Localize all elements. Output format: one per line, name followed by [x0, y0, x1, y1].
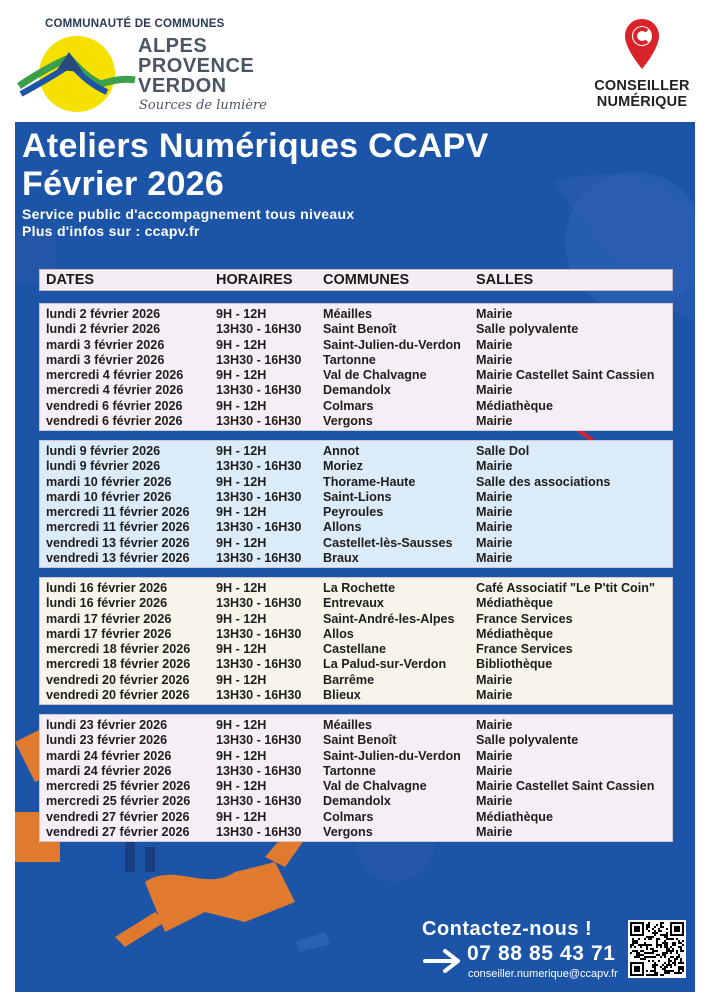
cell-date: mercredi 18 février 2026 [46, 657, 191, 672]
cell-date: mardi 10 février 2026 [46, 474, 172, 489]
cell-date: vendredi 27 février 2026 [46, 825, 190, 840]
cell-horaires: 9H - 12H [216, 581, 267, 595]
cell-date: mercredi 4 février 2026 [46, 383, 184, 398]
cell-salle: Mairie [476, 535, 513, 550]
table-row [40, 581, 672, 596]
qr-code-icon[interactable] [628, 920, 686, 978]
cell-date: vendredi 13 février 2026 [46, 535, 190, 550]
cell-commune: Val de Chalvagne [323, 779, 427, 794]
table-row [40, 353, 672, 368]
cell-date: lundi 23 février 2026 [46, 718, 168, 732]
cell-salle: Mairie Castellet Saint Cassien [476, 368, 655, 383]
cell-salle: Café Associatif "Le P'tit Coin" [476, 581, 655, 595]
table-row [40, 490, 672, 505]
cell-date: lundi 16 février 2026 [46, 596, 168, 611]
table-row [40, 612, 672, 627]
cell-date: vendredi 6 février 2026 [46, 398, 183, 413]
cell-salle: Médiathèque [476, 398, 553, 413]
cell-commune: Allos [323, 626, 354, 641]
cell-salle: Mairie [476, 520, 513, 535]
table-row [40, 779, 672, 794]
cell-salle: Mairie [476, 459, 513, 474]
cell-commune: Méailles [323, 718, 373, 732]
week-block-4 [39, 714, 673, 842]
cell-salle: Mairie [476, 672, 513, 687]
cell-horaires: 13H30 - 16H30 [216, 763, 302, 778]
table-row [40, 459, 672, 474]
cell-commune: Moriez [323, 459, 363, 474]
subtitle-info: Plus d'infos sur : ccapv.fr [22, 223, 200, 239]
cell-date: vendredi 20 février 2026 [46, 672, 190, 687]
cell-salle: Mairie [476, 748, 513, 763]
cell-salle: Mairie [476, 551, 513, 566]
cell-salle: Salle polyvalente [476, 733, 579, 748]
cell-salle: Médiathèque [476, 626, 553, 641]
cell-date: mardi 10 février 2026 [46, 489, 172, 504]
table-row [40, 399, 672, 414]
cell-date: mercredi 11 février 2026 [46, 520, 190, 535]
cell-date: lundi 2 février 2026 [46, 322, 161, 337]
cell-salle: Mairie [476, 794, 513, 809]
cell-horaires: 13H30 - 16H30 [216, 626, 302, 641]
table-row [40, 414, 672, 429]
cell-commune: Saint Benoît [323, 322, 397, 337]
table-row [40, 673, 672, 688]
cell-horaires: 13H30 - 16H30 [216, 596, 302, 611]
cell-commune: Vergons [323, 414, 373, 429]
cell-salle: France Services [476, 642, 573, 657]
header-horaires: HORAIRES [216, 272, 293, 288]
cell-date: mardi 24 février 2026 [46, 748, 172, 763]
cell-horaires: 9H - 12H [216, 368, 267, 383]
cell-horaires: 13H30 - 16H30 [216, 688, 302, 703]
cell-horaires: 13H30 - 16H30 [216, 825, 302, 840]
logo-cc-label: COMMUNAUTÉ DE COMMUNES [45, 18, 225, 30]
cell-commune: Demandolx [323, 383, 391, 398]
cell-date: mardi 3 février 2026 [46, 352, 165, 367]
table-row [40, 764, 672, 779]
cell-commune: Colmars [323, 398, 374, 413]
cell-salle: Mairie [476, 352, 513, 367]
cell-commune: Tartonne [323, 763, 376, 778]
cell-horaires: 9H - 12H [216, 535, 267, 550]
subtitle-service: Service public d'accompagnement tous niveaux [22, 206, 355, 222]
cell-horaires: 9H - 12H [216, 809, 267, 824]
table-row [40, 307, 672, 322]
cell-horaires: 9H - 12H [216, 718, 267, 732]
table-row [40, 368, 672, 383]
cell-horaires: 9H - 12H [216, 748, 267, 763]
cell-horaires: 9H - 12H [216, 337, 267, 352]
cell-horaires: 13H30 - 16H30 [216, 383, 302, 398]
cell-commune: Tartonne [323, 352, 376, 367]
table-row [40, 749, 672, 764]
cell-horaires: 13H30 - 16H30 [216, 459, 302, 474]
page-header [0, 0, 712, 122]
cell-date: lundi 9 février 2026 [46, 444, 161, 458]
arrow-right-icon [423, 948, 463, 974]
cell-salle: Mairie [476, 505, 513, 520]
page-title-month: Février 2026 [22, 165, 225, 203]
table-row [40, 383, 672, 398]
cell-commune: Thorame-Haute [323, 474, 416, 489]
cell-commune: Colmars [323, 809, 374, 824]
table-header [39, 269, 673, 291]
cell-date: mercredi 18 février 2026 [46, 642, 191, 657]
cell-commune: Barrême [323, 672, 375, 687]
cell-commune: Allons [323, 520, 362, 535]
table-row [40, 551, 672, 566]
cell-commune: Saint-André-les-Alpes [323, 611, 455, 626]
header-salles: SALLES [476, 272, 534, 288]
cell-horaires: 9H - 12H [216, 611, 267, 626]
logo-line-verdon: VERDON [138, 75, 227, 97]
cell-date: lundi 16 février 2026 [46, 581, 168, 595]
table-row [40, 520, 672, 535]
cell-commune: La Rochette [323, 581, 396, 595]
cell-commune: Braux [323, 551, 359, 566]
cell-commune: Méailles [323, 307, 373, 321]
cell-commune: Saint-Julien-du-Verdon [323, 748, 461, 763]
table-row [40, 536, 672, 551]
cell-horaires: 13H30 - 16H30 [216, 414, 302, 429]
cell-salle: Salle Dol [476, 444, 530, 458]
cell-horaires: 13H30 - 16H30 [216, 489, 302, 504]
cell-commune: Blieux [323, 688, 361, 703]
cell-commune: Peyroules [323, 505, 384, 520]
table-row [40, 794, 672, 809]
cell-commune: Demandolx [323, 794, 391, 809]
week-block-2 [39, 440, 673, 568]
cell-date: vendredi 20 février 2026 [46, 688, 190, 703]
cell-salle: Mairie [476, 763, 513, 778]
cell-commune: Saint-Julien-du-Verdon [323, 337, 461, 352]
logo-line-alpes: ALPES [138, 35, 208, 57]
cell-date: lundi 9 février 2026 [46, 459, 161, 474]
cell-date: mercredi 4 février 2026 [46, 368, 184, 383]
logo-tagline: Sources de lumière [139, 98, 267, 113]
cell-date: mercredi 11 février 2026 [46, 505, 190, 520]
cell-horaires: 9H - 12H [216, 444, 267, 458]
cell-salle: Mairie [476, 688, 513, 703]
cell-horaires: 13H30 - 16H30 [216, 551, 302, 566]
cell-horaires: 9H - 12H [216, 505, 267, 520]
cell-commune: Entrevaux [323, 596, 384, 611]
cell-date: vendredi 6 février 2026 [46, 414, 183, 429]
cell-commune: La Palud-sur-Verdon [323, 657, 447, 672]
cell-horaires: 9H - 12H [216, 474, 267, 489]
logo-line-provence: PROVENCE [138, 55, 255, 77]
cell-salle: Mairie [476, 718, 513, 732]
cell-horaires: 13H30 - 16H30 [216, 733, 302, 748]
table-row [40, 825, 672, 840]
cell-date: lundi 23 février 2026 [46, 733, 168, 748]
cell-horaires: 9H - 12H [216, 672, 267, 687]
cn-line-2: NUMÉRIQUE [596, 94, 688, 110]
conseiller-numerique-logo [586, 18, 698, 118]
table-row [40, 718, 672, 733]
week-block-3 [39, 577, 673, 705]
cell-date: mercredi 25 février 2026 [46, 779, 191, 794]
cell-horaires: 13H30 - 16H30 [216, 794, 302, 809]
cell-salle: Médiathèque [476, 596, 553, 611]
cell-date: mardi 24 février 2026 [46, 763, 172, 778]
table-row [40, 627, 672, 642]
cell-salle: Médiathèque [476, 809, 553, 824]
cell-commune: Val de Chalvagne [323, 368, 427, 383]
cell-salle: Bibliothèque [476, 657, 553, 672]
cell-date: mardi 3 février 2026 [46, 337, 165, 352]
table-row [40, 733, 672, 748]
cell-salle: Salle des associations [476, 474, 611, 489]
cell-salle: France Services [476, 611, 573, 626]
cell-salle: Mairie [476, 414, 513, 429]
cell-horaires: 13H30 - 16H30 [216, 520, 302, 535]
table-row [40, 505, 672, 520]
cell-date: lundi 2 février 2026 [46, 307, 161, 321]
table-row [40, 338, 672, 353]
ccapv-mountain-sun-icon [17, 34, 137, 114]
table-row [40, 322, 672, 337]
cell-date: vendredi 13 février 2026 [46, 551, 190, 566]
cell-salle: Salle polyvalente [476, 322, 579, 337]
contact-phone[interactable]: 07 88 85 43 71 [467, 942, 616, 965]
header-communes: COMMUNES [323, 272, 410, 288]
table-row [40, 810, 672, 825]
cell-horaires: 13H30 - 16H30 [216, 352, 302, 367]
cell-date: vendredi 27 février 2026 [46, 809, 190, 824]
cell-salle: Mairie [476, 489, 513, 504]
table-row [40, 596, 672, 611]
table-row [40, 688, 672, 703]
conseiller-numerique-label [586, 78, 698, 110]
cell-date: mardi 17 février 2026 [46, 611, 172, 626]
cell-date: mardi 17 février 2026 [46, 626, 172, 641]
ccapv-logo [15, 12, 275, 112]
cell-date: mercredi 25 février 2026 [46, 794, 191, 809]
week-block-1 [39, 303, 673, 431]
cell-horaires: 9H - 12H [216, 398, 267, 413]
contact-email[interactable]: conseiller.numerique@ccapv.fr [468, 968, 618, 980]
cn-line-1: CONSEILLER [594, 78, 690, 94]
cell-salle: Mairie [476, 383, 513, 398]
contact-title: Contactez-nous ! [422, 918, 593, 940]
header-dates: DATES [46, 272, 95, 288]
table-row [40, 475, 672, 490]
cell-commune: Saint Benoît [323, 733, 397, 748]
cell-horaires: 9H - 12H [216, 779, 267, 794]
cell-salle: Mairie [476, 337, 513, 352]
cell-commune: Annot [323, 444, 360, 458]
cell-salle: Mairie [476, 307, 513, 321]
table-row [40, 657, 672, 672]
cell-salle: Mairie [476, 825, 513, 840]
table-row [40, 642, 672, 657]
cell-commune: Saint-Lions [323, 489, 392, 504]
table-row [40, 444, 672, 459]
cell-salle: Mairie Castellet Saint Cassien [476, 779, 655, 794]
cell-commune: Castellane [323, 642, 386, 657]
cell-commune: Vergons [323, 825, 373, 840]
cell-horaires: 9H - 12H [216, 642, 267, 657]
cell-horaires: 13H30 - 16H30 [216, 657, 302, 672]
cell-commune: Castellet-lès-Sausses [323, 535, 453, 550]
cell-horaires: 9H - 12H [216, 307, 267, 321]
schedule-panel [15, 122, 695, 992]
cell-horaires: 13H30 - 16H30 [216, 322, 302, 337]
location-pin-icon [624, 18, 660, 70]
page-title: Ateliers Numériques CCAPV [22, 127, 489, 165]
